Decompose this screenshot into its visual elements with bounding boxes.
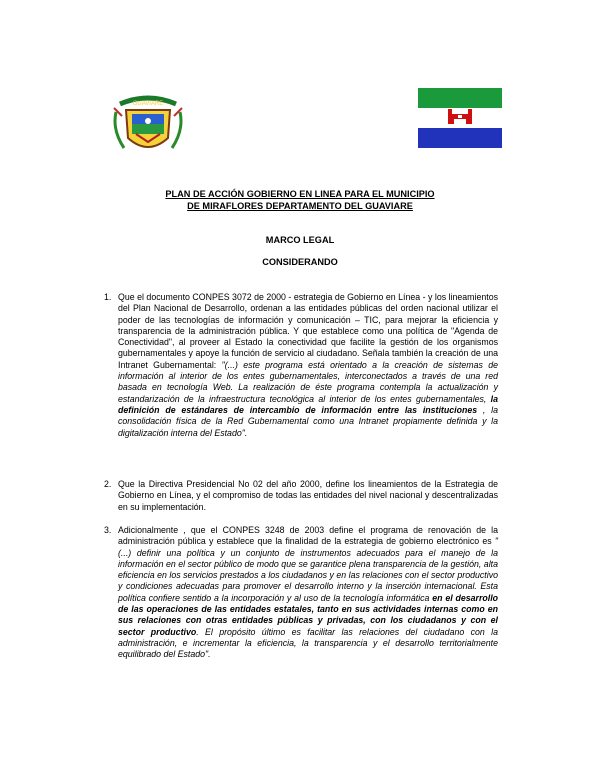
item-italic-text-end: , la consolidación física de la Red Gubernamental como una Intranet propiamente definida y la digitalización interna del Estado". [118,404,498,438]
heading-marco-legal: MARCO LEGAL [265,235,335,245]
title-line-1: PLAN DE ACCIÓN GOBIERNO EN LINEA PARA EL MUNICIPIO [165,189,435,199]
item-text: Que el documento CONPES 3072 de 2000 - estrategia de Gobierno en Línea - y los lineamientos del Plan Nacional de Desarrollo, ordenan a las entidades públicas del orden nacional utilizar el poder de las tecnologías de información y comunicación – TIC, para mejorar la eficiencia y transparencia de la administración pública. Y que establece como una política de "Agenda de Conectividad", al proveer al Estado la conectividad que facilite la gestión de los organismos gubernamentales y apoye la función de servicio al ciudadano. Señala también la creación de una Intranet Gubernamental: [118,292,498,370]
item-number: 1. [104,292,112,302]
item-italic-text: "(...) este programa está orientado a la creación de sistemas de información al interior de los entes gubernamentales, interconectados a través de una red basada en tecnología Web. La realización de éste programa contempla la actualización y estandarización de la infraestructura tecnológica al interior de los entes gubernamentales, [118,359,498,404]
heading-considerando: CONSIDERANDO [262,257,338,267]
item-text: Adicionalmente , que el CONPES 3248 de 2003 define el programa de renovación de la administración pública y establece que la finalidad de la estrategia de gobierno electrónico es [118,525,498,547]
guaviare-seal-logo [110,90,186,162]
item-number: 3. [104,525,112,535]
title-line-2: DE MIRAFLORES DEPARTAMENTO DEL GUAVIARE [187,201,413,211]
item-text: Que la Directiva Presidencial No 02 del año 2000, define los lineamientos de la Estrategia de Gobierno en Línea, y el compromiso de todas las entidades del nivel nacional y descentralizadas en su implementación. [118,479,498,512]
item-number: 2. [104,479,112,489]
list-item [104,525,499,661]
document-title [0,188,600,212]
svg-text:GUAVIARE: GUAVIARE [132,101,164,107]
list-item [104,479,498,513]
item-italic-text-end: . El propósito último es facilitar las relaciones del ciudadano con la administración, e incrementar la eficiencia, la transparencia y el desarrollo territorialmente equilibrado del Estado". [118,626,499,660]
item-bold-text: en el desarrollo de las operaciones de las entidades estatales, tanto en sus actividades internas como en sus relaciones con otras entidades públicas y privadas, con los ciudadanos y con el sector productivo [118,592,499,637]
list-item [104,292,498,439]
item-bold-text: la definición de estándares de intercambio de información entre las instituciones [118,393,498,415]
municipal-flag [418,88,502,148]
item-italic-text: "(...) definir una política y un conjunto de instrumentos adecuados para el manejo de la información en el sector público de modo que se garantice plena transparencia de la gestión, alta eficiencia en los servicios prestados a los ciudadanos y en las relaciones con el sector productivo y condiciones adecuadas para promover el desarrollo interno y la inserción internacional. Esta política confiere sentido a la incorporación y al uso de la tecnología informática [118,536,498,603]
